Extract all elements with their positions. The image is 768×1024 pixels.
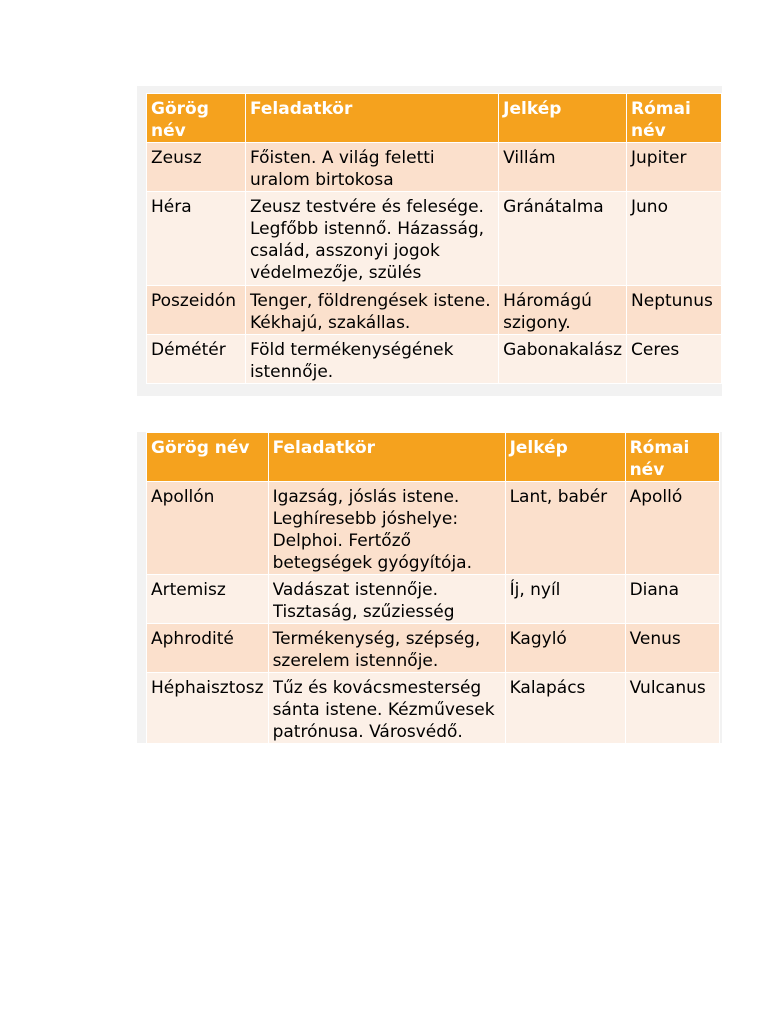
header-cell-roman-name: Római név bbox=[627, 94, 722, 143]
cell-text: Zeusz testvére és felesége. Legfőbb istennő. Házasság, család, asszonyi jogok védelmezője, szülés bbox=[249, 197, 485, 283]
table-panel-2 bbox=[137, 432, 722, 743]
table-cell: Gránátalma bbox=[499, 192, 627, 286]
table-cell bbox=[268, 673, 505, 744]
table-cell bbox=[268, 482, 505, 575]
table-cell: Kalapács bbox=[505, 673, 625, 744]
table-cell: Jupiter bbox=[627, 143, 722, 192]
table-row bbox=[147, 624, 720, 673]
gods-table-2 bbox=[146, 432, 720, 744]
table-cell: Kagyló bbox=[505, 624, 625, 673]
table-cell: Démétér bbox=[147, 335, 246, 384]
table-cell: Juno bbox=[627, 192, 722, 286]
cell-text: Vadászat istennője. Tisztaság, szűziesség bbox=[272, 580, 455, 622]
cell-text: Gabonakalász bbox=[503, 340, 623, 360]
cell-text: Héphaisztosz bbox=[151, 678, 264, 698]
table-row bbox=[147, 673, 720, 744]
table-row bbox=[147, 286, 722, 335]
table-cell: Főisten. A világ feletti uralom birtokosa bbox=[245, 143, 498, 192]
table-panel-1 bbox=[137, 86, 722, 396]
table-cell bbox=[245, 192, 498, 286]
table-cell: Íj, nyíl bbox=[505, 575, 625, 624]
table-row bbox=[147, 335, 722, 384]
table-cell: Aphrodité bbox=[147, 624, 269, 673]
table-cell: Héra bbox=[147, 192, 246, 286]
table-cell: Tenger, földrengések istene. Kékhajú, szakállas. bbox=[245, 286, 498, 335]
table-row bbox=[147, 482, 720, 575]
table-header-row bbox=[147, 433, 720, 482]
header-cell-roman-name: Római név bbox=[625, 433, 719, 482]
table-cell: Apollón bbox=[147, 482, 269, 575]
header-cell-symbol: Jelkép bbox=[505, 433, 625, 482]
table-cell: Ceres bbox=[627, 335, 722, 384]
table-cell: Diana bbox=[625, 575, 719, 624]
table-cell: Termékenység, szépség, szerelem istennője. bbox=[268, 624, 505, 673]
table-cell: Poszeidón bbox=[147, 286, 246, 335]
gods-table-1 bbox=[146, 93, 722, 384]
table-cell bbox=[499, 335, 627, 384]
cell-text: Igazság, jóslás istene. Leghíresebb jóshelye: Delphoi. Fertőző betegségek gyógyítója. bbox=[272, 487, 472, 573]
table-header-row bbox=[147, 94, 722, 143]
table-row bbox=[147, 575, 720, 624]
table-cell: Föld termékenységének istennője. bbox=[245, 335, 498, 384]
table-cell: Villám bbox=[499, 143, 627, 192]
table-cell: Apolló bbox=[625, 482, 719, 575]
table-cell: Artemisz bbox=[147, 575, 269, 624]
table-cell bbox=[147, 673, 269, 744]
table-cell: Vulcanus bbox=[625, 673, 719, 744]
table-cell: Háromágú szigony. bbox=[499, 286, 627, 335]
table-cell: Venus bbox=[625, 624, 719, 673]
header-cell-greek-name: Görög név bbox=[147, 94, 246, 143]
header-cell-greek-name: Görög név bbox=[147, 433, 269, 482]
header-cell-symbol: Jelkép bbox=[499, 94, 627, 143]
table-cell: Lant, babér bbox=[505, 482, 625, 575]
table-cell bbox=[268, 575, 505, 624]
cell-text: Tűz és kovácsmesterség sánta istene. Kézművesek patrónusa. Városvédő. bbox=[272, 678, 495, 742]
table-row bbox=[147, 192, 722, 286]
table-cell: Zeusz bbox=[147, 143, 246, 192]
header-cell-role: Feladatkör bbox=[245, 94, 498, 143]
header-cell-role: Feladatkör bbox=[268, 433, 505, 482]
table-cell: Neptunus bbox=[627, 286, 722, 335]
table-row bbox=[147, 143, 722, 192]
